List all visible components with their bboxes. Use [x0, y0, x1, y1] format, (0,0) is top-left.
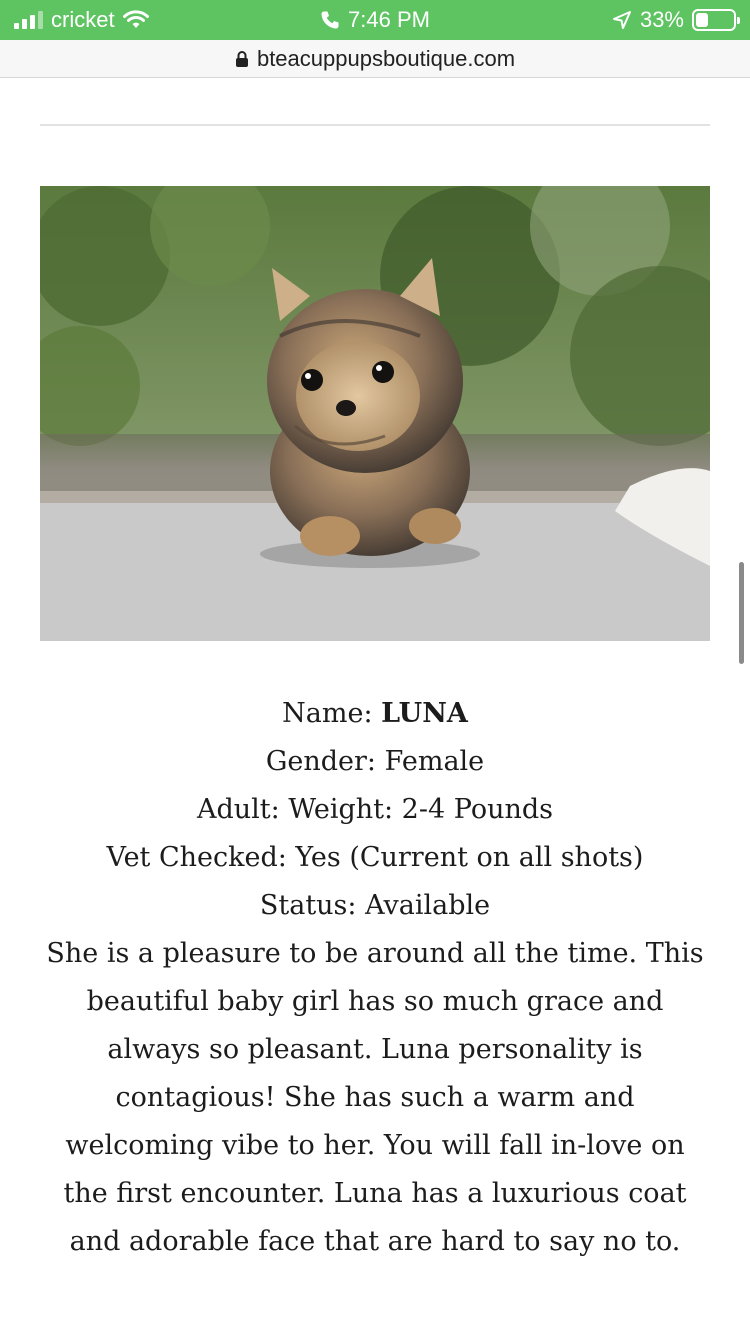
description-text: She is a pleasure to be around all the time. This beautiful baby girl has so much grace and always so pleasant. Luna personality is contagious! She has such a warm and welcoming vibe to her. You will fall in-love on the first encounter. Luna has a luxurious coat and adorable face that are hard to say no to. — [46, 938, 704, 1257]
vet-line: Vet Checked: Yes (Current on all shots) — [106, 842, 644, 873]
name-label: Name: — [282, 698, 373, 729]
browser-url-bar[interactable] — [0, 40, 750, 78]
puppy-illustration — [40, 186, 710, 641]
battery-percent-label: 33% — [639, 7, 684, 32]
name-value: LUNA — [381, 698, 468, 729]
phone-icon — [320, 10, 340, 30]
weight-line: Adult: Weight: 2-4 Pounds — [196, 794, 553, 825]
name-line — [40, 690, 710, 738]
lock-icon — [235, 50, 249, 68]
location-arrow-icon — [612, 10, 632, 30]
puppy-details — [40, 690, 710, 1266]
scrollbar[interactable] — [739, 562, 744, 664]
section-divider — [40, 124, 710, 126]
carrier-label: cricket — [51, 7, 115, 32]
status-bar — [0, 0, 750, 40]
puppy-photo — [40, 186, 710, 641]
status-line: Status: Available — [259, 890, 491, 921]
url-text[interactable]: bteacuppupsboutique.com — [256, 45, 516, 71]
battery-level-fill — [696, 13, 708, 27]
battery-icon — [692, 9, 736, 31]
time-label: 7:46 PM — [348, 7, 430, 32]
status-bar-right — [612, 0, 736, 40]
gender-line: Gender: Female — [265, 746, 485, 777]
